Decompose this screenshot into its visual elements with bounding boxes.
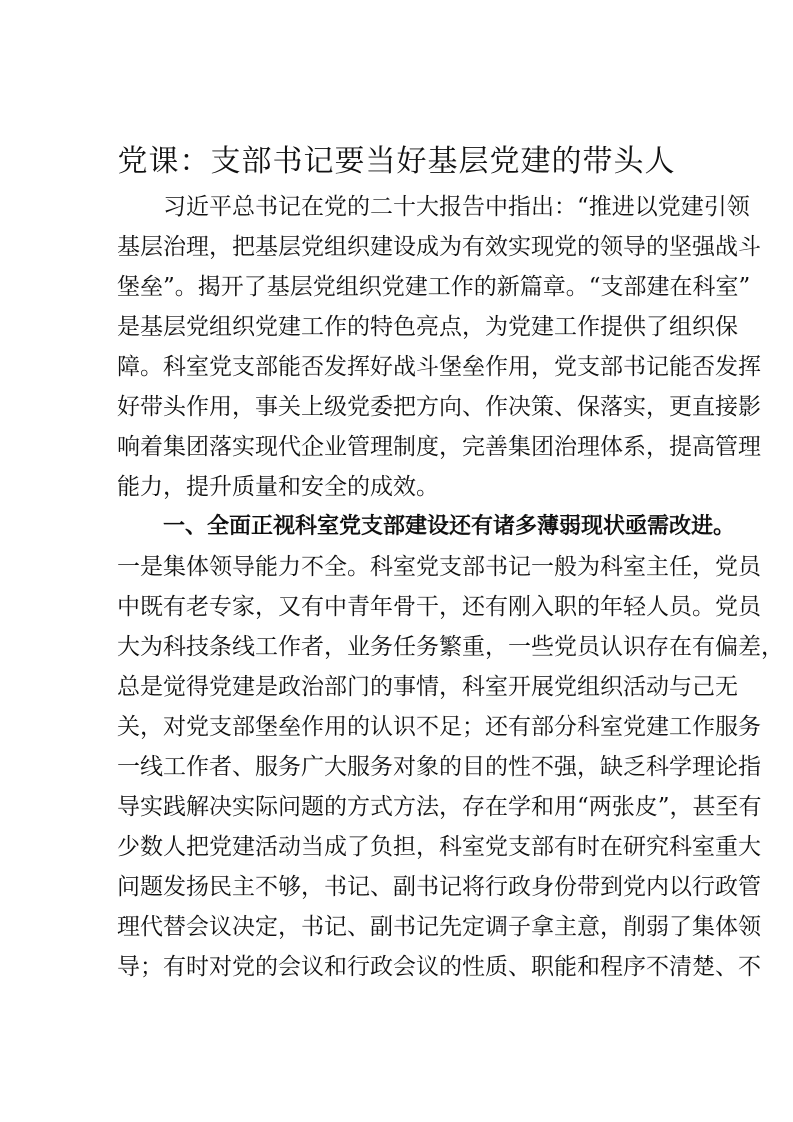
section-heading: 一、全面正视科室党支部建设还有诸多薄弱现状亟需改进。 <box>163 514 736 539</box>
document-title: 党课：支部书记要当好基层党建的带头人 <box>117 144 676 179</box>
paragraph-line: 堡垒”。揭开了基层党组织党建工作的新篇章。“支部建在科室” <box>117 274 751 300</box>
paragraph-line: 是基层党组织党建工作的特色亮点，为党建工作提供了组织保 <box>117 314 738 340</box>
paragraph-line: 一线工作者、服务广大服务对象的目的性不强，缺乏科学理论指 <box>117 754 761 780</box>
paragraph-line: 导实践解决实际问题的方式方法，存在学和用“两张皮”，甚至有 <box>117 794 762 820</box>
paragraph-line: 习近平总书记在党的二十大报告中指出：“推进以党建引领 <box>163 194 750 220</box>
paragraph-line: 导；有时对党的会议和行政会议的性质、职能和程序不清楚、不 <box>117 954 761 980</box>
paragraph-line: 一是集体领导能力不全。科室党支部书记一般为科室主任，党员 <box>117 554 761 580</box>
paragraph-line: 障。科室党支部能否发挥好战斗堡垒作用，党支部书记能否发挥 <box>117 354 761 380</box>
paragraph-line: 总是觉得党建是政治部门的事情，科室开展党组织活动与己无 <box>117 674 738 700</box>
paragraph-line: 理代替会议决定，书记、副书记先定调子拿主意，削弱了集体领 <box>117 914 761 940</box>
paragraph-line: 好带头作用，事关上级党委把方向、作决策、保落实，更直接影 <box>117 394 761 420</box>
paragraph-line: 少数人把党建活动当成了负担，科室党支部有时在研究科室重大 <box>117 834 761 860</box>
paragraph-line: 基层治理，把基层党组织建设成为有效实现党的领导的坚强战斗 <box>117 234 761 260</box>
paragraph-line: 关，对党支部堡垒作用的认识不足；还有部分科室党建工作服务 <box>117 714 761 740</box>
paragraph-line: 响着集团落实现代企业管理制度，完善集团治理体系，提高管理 <box>117 434 761 460</box>
paragraph-line: 问题发扬民主不够，书记、副书记将行政身份带到党内以行政管 <box>117 874 761 900</box>
paragraph-line: 能力，提升质量和安全的成效。 <box>117 474 439 500</box>
paragraph-line: 大为科技条线工作者，业务任务繁重，一些党员认识存在有偏差， <box>117 634 784 660</box>
paragraph-line: 中既有老专家，又有中青年骨干，还有刚入职的年轻人员。党员 <box>117 594 761 620</box>
